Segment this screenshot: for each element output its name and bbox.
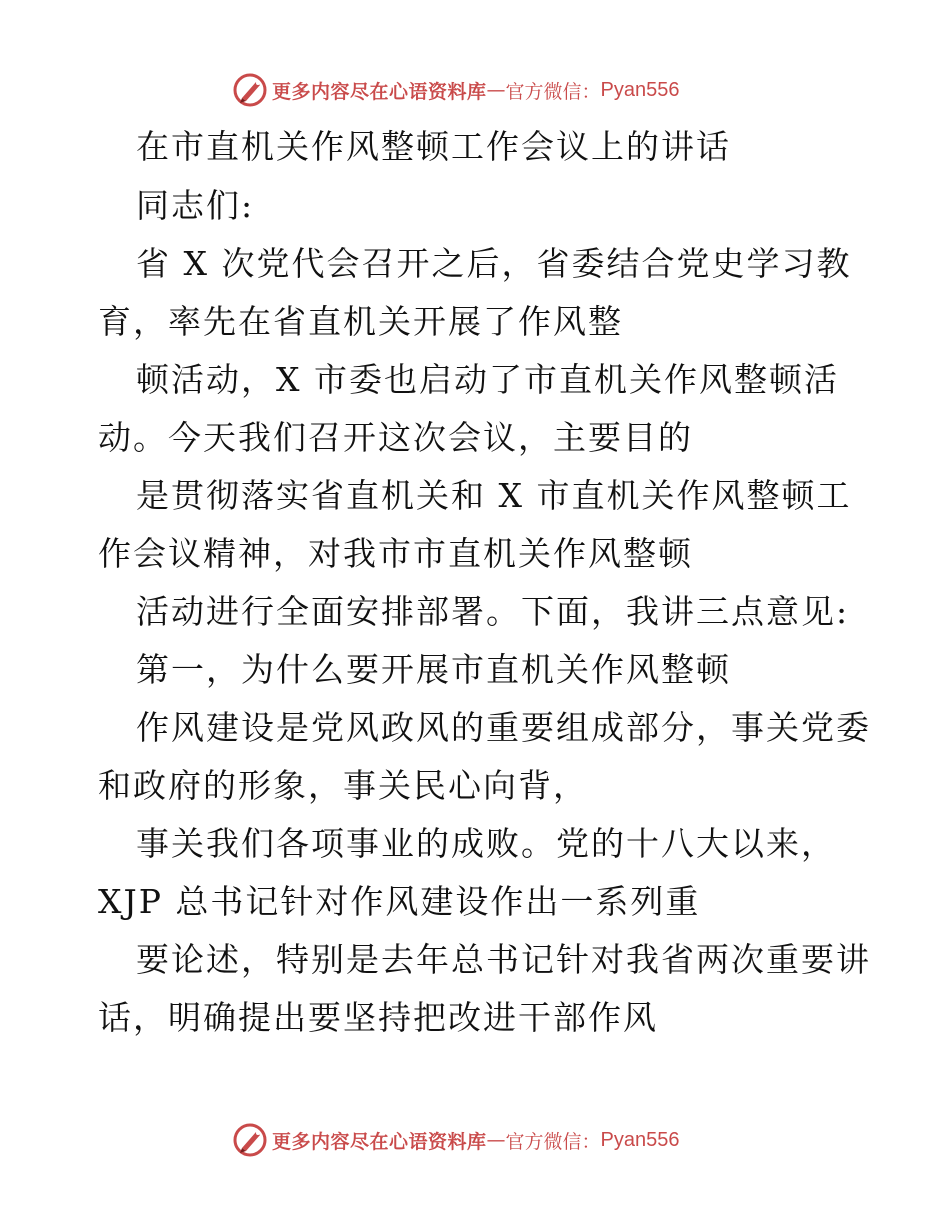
watermark-separator: — (486, 79, 506, 101)
doc-line: 要论述，特别是去年总书记针对我省两次重要讲 (136, 940, 871, 979)
watermark-text: 更多内容尽在心语资料库 (272, 80, 487, 103)
doc-line: 是贯彻落实省直机关和 X 市直机关作风整顿工 (136, 476, 852, 515)
doc-line: XJP 总书记针对作风建设作出一系列重 (98, 882, 701, 921)
doc-line: 动。今天我们召开这次会议，主要目的 (98, 418, 693, 457)
doc-line: 省 X 次党代会召开之后，省委结合党史学习教 (136, 244, 852, 283)
watermark-id: Pyan556 (600, 1128, 680, 1151)
watermark-id: Pyan556 (600, 78, 680, 101)
doc-line: 顿活动，X 市委也启动了市直机关作风整顿活 (136, 360, 839, 399)
watermark-separator: — (486, 1129, 506, 1151)
doc-line: 作风建设是党风政风的重要组成部分，事关党委 (136, 708, 871, 747)
doc-line: 话，明确提出要坚持把改进干部作风 (98, 998, 658, 1037)
watermark-label: 官方微信： (505, 1130, 601, 1153)
doc-line: 活动进行全面安排部署。下面，我讲三点意见: (136, 592, 850, 631)
doc-line: 育，率先在省直机关开展了作风整 (98, 302, 623, 341)
doc-line: 事关我们各项事业的成败。党的十八大以来， (136, 824, 836, 863)
watermark-text: 更多内容尽在心语资料库 (272, 1130, 487, 1153)
pen-logo-icon (232, 1122, 268, 1158)
watermark-footer (232, 1120, 680, 1160)
watermark-header (232, 70, 680, 110)
watermark-label: 官方微信： (505, 80, 601, 103)
doc-line: 和政府的形象，事关民心向背， (98, 766, 588, 805)
pen-logo-icon (232, 72, 268, 108)
doc-line: 作会议精神，对我市市直机关作风整顿 (98, 534, 693, 573)
doc-title: 在市直机关作风整顿工作会议上的讲话 (136, 127, 731, 166)
doc-heading: 第一，为什么要开展市直机关作风整顿 (136, 650, 731, 689)
doc-salutation: 同志们: (136, 186, 255, 225)
